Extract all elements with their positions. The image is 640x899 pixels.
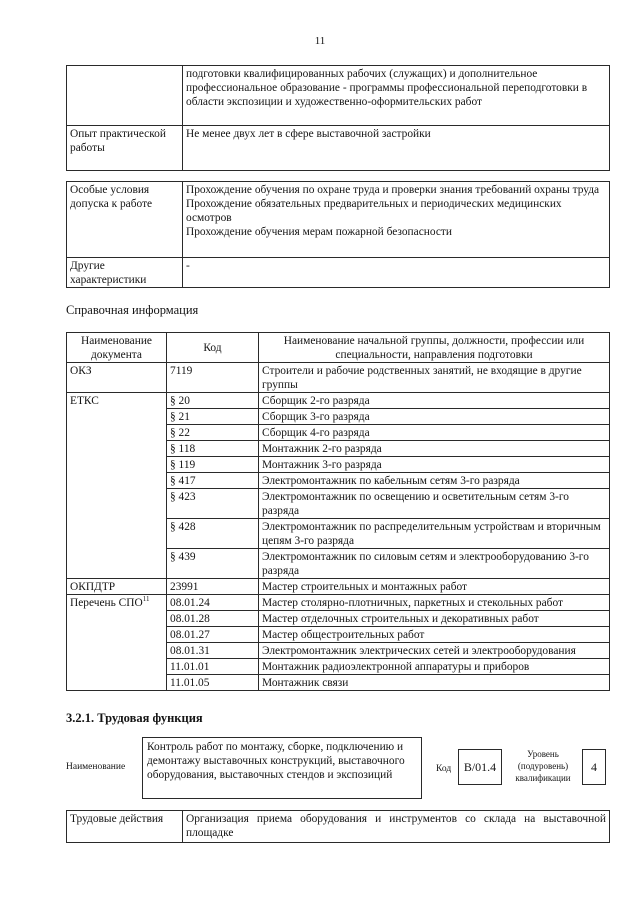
table-row (67, 811, 610, 843)
code-cell: 08.01.27 (167, 627, 259, 643)
table-row (67, 66, 610, 126)
table-row (67, 258, 610, 288)
function-code-label: Код (436, 764, 452, 774)
occupation-cell: Электромонтажник по кабельным сетям 3-го разряда (259, 473, 610, 489)
occupation-cell: Монтажник радиоэлектронной аппаратуры и приборов (259, 659, 610, 675)
occupation-cell: Сборщик 3-го разряда (259, 409, 610, 425)
occupation-cell: Мастер столярно-плотничных, паркетных и стекольных работ (259, 595, 610, 611)
occupation-cell: Электромонтажник по освещению и осветительным сетям 3-го разряда (259, 489, 610, 519)
table-cell-value: Организация приема оборудования и инструментов со склада на выставочной площадке (183, 811, 610, 843)
table-row (67, 595, 610, 611)
function-heading: 3.2.1. Трудовая функция (66, 711, 203, 725)
column-header: Код (167, 333, 259, 363)
document-name-cell (67, 595, 167, 691)
occupation-cell: Мастер строительных и монтажных работ (259, 579, 610, 595)
code-cell: 08.01.28 (167, 611, 259, 627)
table-row (67, 126, 610, 171)
document-name-cell (67, 393, 167, 579)
code-cell: § 423 (167, 489, 259, 519)
table-row (67, 363, 610, 393)
table-cell-label: Особые условия допуска к работе (67, 182, 183, 258)
code-cell: 08.01.24 (167, 595, 259, 611)
occupation-cell: Электромонтажник по силовым сетям и электрооборудованию 3-го разряда (259, 549, 610, 579)
occupation-cell: Электромонтажник по распределительным устройствам и вторичным цепям 3-го разряда (259, 519, 610, 549)
function-code-value: B/01.4 (458, 749, 502, 785)
occupation-cell: Электромонтажник электрических сетей и электрооборудования (259, 643, 610, 659)
occupation-cell: Монтажник 3-го разряда (259, 457, 610, 473)
document-name: Перечень СПО (70, 597, 143, 609)
occupation-cell: Строители и рабочие родственных занятий, не входящие в другие группы (259, 363, 610, 393)
code-cell: § 20 (167, 393, 259, 409)
column-header: Наименование начальной группы, должности, профессии или специальности, направления подготовки (259, 333, 610, 363)
table-cell-label: Другие характеристики (67, 258, 183, 288)
function-name-value: Контроль работ по монтажу, сборке, подключению и демонтажу выставочных конструкций, выставочного оборудования, выставочных стендов и экспозиций (142, 737, 422, 799)
occupation-cell: Мастер отделочных строительных и декоративных работ (259, 611, 610, 627)
condition-line: Прохождение обучения по охране труда и проверки знания требований охраны труда (186, 184, 600, 196)
table-header-row (67, 333, 610, 363)
footnote-marker: 11 (142, 595, 150, 604)
document-name: ОКЗ (70, 365, 92, 377)
table-row (67, 393, 610, 409)
occupation-cell: Сборщик 4-го разряда (259, 425, 610, 441)
table-cell-label (67, 66, 183, 126)
code-cell: 11.01.01 (167, 659, 259, 675)
code-cell: § 417 (167, 473, 259, 489)
document-name-cell (67, 363, 167, 393)
code-cell: 23991 (167, 579, 259, 595)
code-cell: § 439 (167, 549, 259, 579)
table-cell-label: Трудовые действия (67, 811, 183, 843)
code-cell: 08.01.31 (167, 643, 259, 659)
occupation-cell: Монтажник связи (259, 675, 610, 691)
column-header: Наименование документа (67, 333, 167, 363)
code-cell: 11.01.05 (167, 675, 259, 691)
table-cell-value: Не менее двух лет в сфере выставочной застройки (183, 126, 610, 171)
condition-line: Прохождение обязательных предварительных и периодических медицинских осмотров (186, 198, 562, 224)
code-cell: § 21 (167, 409, 259, 425)
code-cell: 7119 (167, 363, 259, 393)
document-name: ЕТКС (70, 395, 99, 407)
occupation-cell: Монтажник 2-го разряда (259, 441, 610, 457)
table-row (67, 182, 610, 258)
table-cell-label: Опыт практической работы (67, 126, 183, 171)
occupation-cell: Мастер общестроительных работ (259, 627, 610, 643)
reference-title: Справочная информация (66, 303, 199, 317)
document-name: ОКПДТР (70, 581, 116, 593)
table-row (67, 579, 610, 595)
condition-line: Прохождение обучения мерам пожарной безопасности (186, 226, 452, 238)
function-level-label: Уровень (подуровень) квалификации (515, 749, 571, 783)
table-cell-value (183, 182, 610, 258)
page-number: 11 (314, 35, 326, 47)
table-cell-value: подготовки квалифицированных рабочих (служащих) и дополнительное профессиональное образование - программы профессиональной переподготовки в области экспозиции и художественно-оформительских работ (183, 66, 610, 126)
document-name-cell (67, 579, 167, 595)
function-name-label: Наименование (66, 762, 126, 772)
actions-table (66, 810, 610, 843)
code-cell: § 22 (167, 425, 259, 441)
code-cell: § 118 (167, 441, 259, 457)
function-level-value: 4 (582, 749, 606, 785)
table-cell-value: - (183, 258, 610, 288)
conditions-table (66, 181, 610, 288)
code-cell: § 119 (167, 457, 259, 473)
code-cell: § 428 (167, 519, 259, 549)
reference-table (66, 332, 610, 691)
qualification-table (66, 65, 610, 171)
occupation-cell: Сборщик 2-го разряда (259, 393, 610, 409)
